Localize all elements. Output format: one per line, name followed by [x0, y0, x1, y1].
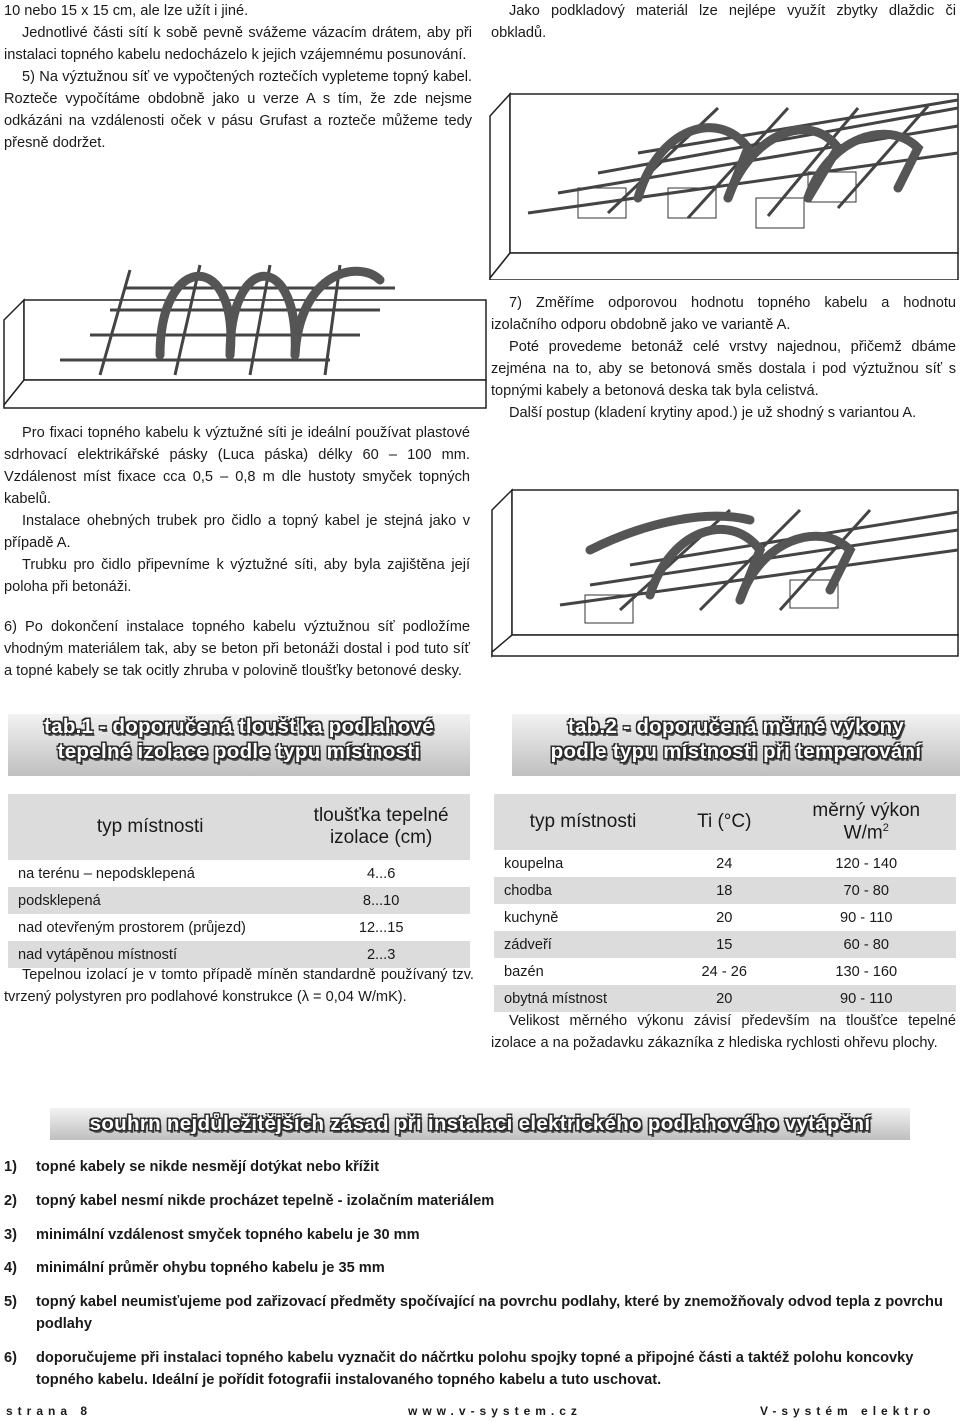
table-cell-power: 120 - 140: [835, 855, 898, 872]
rule-number: 3): [4, 1227, 17, 1243]
fixation-text-block: [4, 422, 470, 682]
fixation-paragraph: Pro fixaci topného kabelu k výztužné síti je ideální používat plastové sdrhovací elektrikářské pásky (Luca páska) délky 60 – 100 mm. Vzdálenost míst fixace cca 0,5 – 0,8 m dle hustoty smyček topných kabelů.: [4, 425, 470, 507]
table-cell-temp: 24 - 26: [701, 963, 747, 980]
table-cell-value: 8...10: [292, 887, 470, 914]
table-cell-temp: 15: [672, 931, 777, 958]
base-material-note: [491, 0, 956, 44]
table-2-title-line2: podle typu místnosti při temperování: [550, 740, 922, 763]
rule-number: 1): [4, 1159, 17, 1175]
rule-number: 5): [4, 1294, 17, 1310]
table-row: [494, 877, 956, 904]
concreting-paragraph: Poté provedeme betonáž celé vrstvy najednou, přičemž dbáme zejména na to, aby se betonová směs dostala i pod výztužnou síť s topnými kabely a betonová deska tak byla celistvá.: [491, 339, 956, 399]
table-2-header-power-line1: měrný výkon: [812, 799, 921, 821]
intro-line: 10 nebo 15 x 15 cm, ale lze užít i jiné.: [4, 3, 249, 19]
sensor-tube-paragraph: Trubku pro čidlo připevníme k výztužné síti, aby byla zajištěna její poloha při betonáži.: [4, 557, 470, 595]
table-cell-power: 60 - 80: [777, 931, 956, 958]
step-5-paragraph: 5) Na výztužnou síť ve vypočtených roztečích vypleteme topný kabel. Rozteče vypočítáme obdobně jako u verze A s tím, že zde nejsme odkázáni na vzdálenosti oček v pásu Grufast a rozteče můžeme tedy přesně dodržet.: [4, 69, 472, 151]
table-cell-room: koupelna: [504, 855, 564, 872]
rule-text: topné kabely se nikde nesmějí dotýkat nebo křížit: [36, 1159, 380, 1175]
rule-text: topný kabel nesmí nikde procházet tepelně - izolačním materiálem: [36, 1193, 495, 1209]
table-2-title: [512, 714, 960, 776]
table-2: [494, 794, 956, 1012]
table-1-header-room: typ místnosti: [8, 794, 292, 860]
rule-text: doporučujeme při instalaci topného kabelu vyznačit do náčrtku polohu spojky topné a připojné části a taktéž polohu koncovky topného kabelu. Ideální je pořídit fotografii instalovaného topného kabelu a tuto uschovat.: [36, 1350, 914, 1388]
table-2-header-power-unit: W/m: [843, 822, 883, 844]
table-cell-value: 12...15: [358, 919, 404, 936]
figure-mesh-on-supports: [488, 48, 960, 280]
table-1-header-row: [8, 794, 470, 860]
table-2-header-power: [777, 794, 956, 850]
table-cell-power: 130 - 160: [835, 963, 898, 980]
table-cell-value: 4...6: [366, 865, 396, 882]
tubes-paragraph: Instalace ohebných trubek pro čidlo a topný kabel je stejná jako v případě A.: [4, 513, 470, 551]
steps-7-text-block: [491, 292, 956, 424]
table-cell-room: podsklepená: [8, 887, 292, 914]
table-cell-power: 90 - 110: [840, 909, 893, 926]
table-1-note: [4, 964, 474, 1008]
footer-website: www.v-system.cz: [408, 1404, 582, 1418]
table-cell-room: kuchyně: [504, 909, 559, 926]
table-2-header-room: typ místnosti: [494, 794, 672, 850]
rule-text: minimální průměr ohybu topného kabelu je 35 mm: [36, 1260, 385, 1276]
table-cell-room: bazén: [504, 963, 544, 980]
figure-mesh-with-cable-loops: [0, 240, 488, 410]
table-1-note-text: Tepelnou izolací je v tomto případě míněn standardně používaný tzv. tvrzený polystyren pro podlahové konstrukce (λ = 0,04 W/mK).: [4, 967, 474, 1005]
footer-brand: V-systém elektro: [760, 1404, 936, 1418]
table-cell-temp: 24: [716, 855, 733, 872]
rule-number: 6): [4, 1350, 17, 1366]
figure-mesh-in-concrete: [490, 440, 960, 658]
table-1-title-line2: tepelné izolace podle typu místnosti: [57, 740, 421, 763]
table-cell-room: obytná místnost: [494, 985, 672, 1012]
table-cell-temp: 20: [716, 909, 733, 926]
rule-text: topný kabel neumisťujeme pod zařizovací předměty spočívající na povrchu podlahy, které by znemožňovaly odvod tepla z povrchu podlahy: [36, 1294, 943, 1332]
table-2-note: [491, 1010, 956, 1054]
table-cell-room: nad otevřeným prostorem (průjezd): [18, 919, 246, 936]
table-row: [494, 931, 956, 958]
intro-paragraph: Jednotlivé části sítí k sobě pevně svážeme vázacím drátem, aby při instalaci topného kabelu nedocházelo k jejich vzájemnému posunování.: [4, 25, 472, 63]
table-2-header-power-line2: [787, 822, 946, 844]
table-cell-power: 70 - 80: [777, 877, 956, 904]
table-row: [494, 904, 956, 931]
step-6-paragraph: 6) Po dokončení instalace topného kabelu výztužnou síť podložíme vhodným materiálem tak, aby se beton při betonáži dostal i pod tuto síť a topné kabely se tak ocitly zhruba v polovině tloušťky betonové desky.: [4, 619, 470, 679]
table-1: [8, 794, 470, 968]
footer-page-number: strana 8: [6, 1404, 93, 1418]
table-cell-room: zádveří: [494, 931, 672, 958]
next-steps-paragraph: Další postup (kladení krytiny apod.) je už shodný s variantou A.: [509, 405, 917, 421]
table-2-header-power-sup: 2: [882, 821, 889, 834]
table-2-header-row: [494, 794, 956, 850]
table-row: [8, 914, 470, 941]
rule-number: 4): [4, 1260, 17, 1276]
summary-title-text: souhrn nejdůležitějších zásad při instalaci elektrického podlahového vytápění: [89, 1112, 871, 1135]
table-cell-value: 2...3: [292, 941, 470, 968]
table-cell-room: nad vytápěnou místností: [8, 941, 292, 968]
table-1-title: [8, 714, 470, 776]
rule-number: 2): [4, 1193, 17, 1209]
table-row: [494, 985, 956, 1012]
table-row: [8, 887, 470, 914]
base-material-text: Jako podkladový materiál lze nejlépe využít zbytky dlaždic či obkladů.: [491, 3, 956, 41]
rule-text: minimální vzdálenost smyček topného kabelu je 30 mm: [36, 1227, 420, 1243]
table-1-header-thickness: [292, 794, 470, 860]
step-7-paragraph: 7) Změříme odporovou hodnotu topného kabelu a hodnotu izolačního odporu obdobně jako ve variantě A.: [491, 295, 956, 333]
table-cell-room: chodba: [494, 877, 672, 904]
table-1-header-thickness-line1: tloušťka tepelné: [313, 805, 449, 826]
table-cell-temp: 18: [672, 877, 777, 904]
table-1-header-thickness-line2: izolace (cm): [329, 827, 433, 848]
table-cell-power: 90 - 110: [777, 985, 956, 1012]
table-cell-room: na terénu – nepodsklepená: [18, 865, 195, 882]
intro-text-block: [4, 0, 472, 154]
table-row: [494, 958, 956, 985]
table-1-title-line1: tab.1 - doporučená tloušťka podlahové: [44, 715, 434, 738]
table-2-note-text: Velikost měrného výkonu závisí především na tloušťce tepelné izolace a na požadavku zákazníka z hlediska rychlosti ohřevu plochy.: [491, 1013, 956, 1051]
table-2-header-temp: Ti (°C): [672, 794, 777, 850]
table-row: [494, 850, 956, 877]
table-row: [8, 860, 470, 887]
summary-title: [50, 1108, 910, 1140]
table-cell-temp: 20: [672, 985, 777, 1012]
table-2-title-line1: tab.2 - doporučená měrné výkony: [567, 715, 905, 738]
